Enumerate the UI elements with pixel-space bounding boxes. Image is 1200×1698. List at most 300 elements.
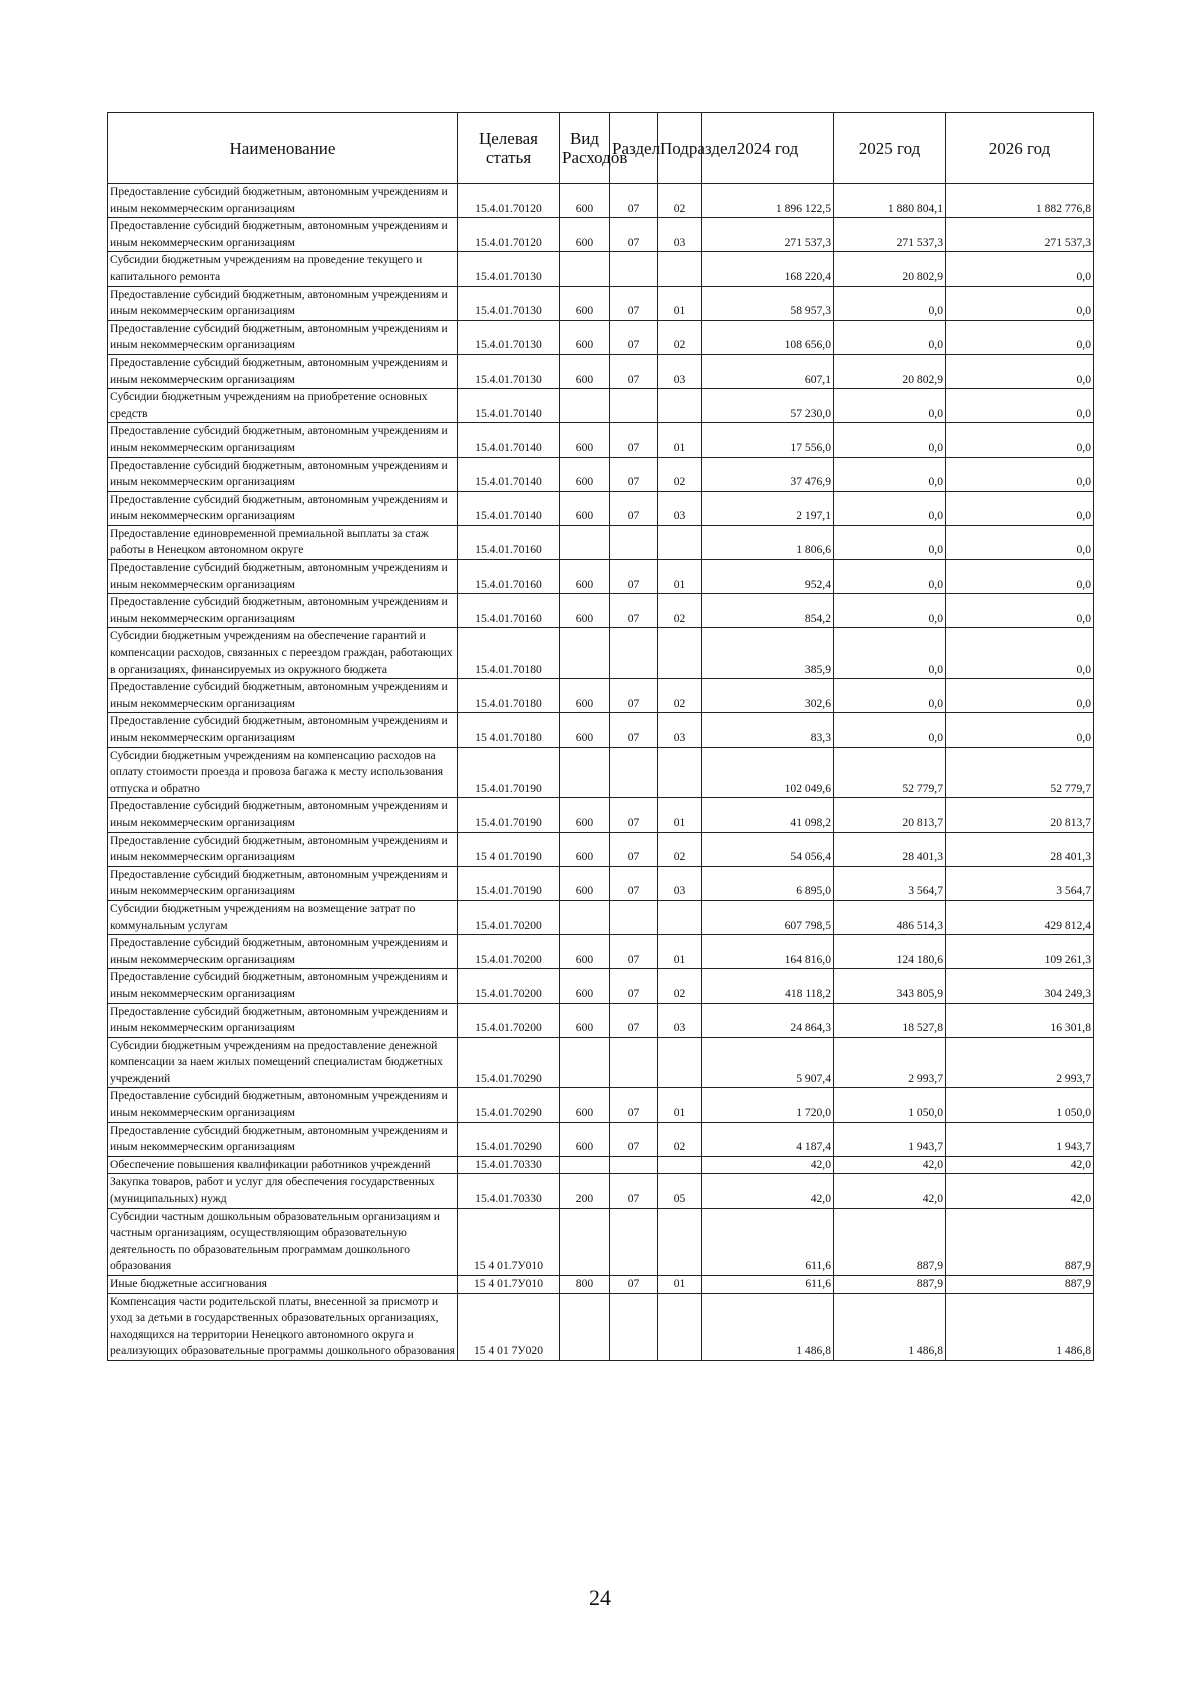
expense-type <box>560 1293 610 1360</box>
value-2025: 0,0 <box>834 423 946 457</box>
table-row <box>108 1003 1094 1037</box>
expense-type <box>560 628 610 679</box>
subsection: 03 <box>658 491 702 525</box>
subsection: 03 <box>658 866 702 900</box>
row-name: Компенсация части родительской платы, внесенной за присмотр и уход за детьми в государственных образовательных организациях, находящихся на территории Ненецкого автономного округа и реализующих образовательные программы дошкольного образования <box>108 1293 458 1360</box>
header-row <box>108 113 1094 184</box>
section: 07 <box>610 354 658 388</box>
target-article: 15.4.01.70180 <box>458 628 560 679</box>
value-2026: 0,0 <box>946 320 1094 354</box>
table-row <box>108 969 1094 1003</box>
table-row <box>108 218 1094 252</box>
expense-type <box>560 252 610 286</box>
header-subsection: Подраздел <box>658 113 702 184</box>
budget-table <box>107 112 1094 1361</box>
value-2025: 343 805,9 <box>834 969 946 1003</box>
target-article: 15.4.01.70140 <box>458 457 560 491</box>
expense-type: 600 <box>560 457 610 491</box>
section: 07 <box>610 491 658 525</box>
target-article: 15 4 01.7У010 <box>458 1276 560 1294</box>
section <box>610 900 658 934</box>
value-2024: 4 187,4 <box>702 1122 834 1156</box>
value-2025: 271 537,3 <box>834 218 946 252</box>
table-row <box>108 628 1094 679</box>
section <box>610 1156 658 1174</box>
value-2026: 0,0 <box>946 389 1094 423</box>
table-row <box>108 1208 1094 1275</box>
value-2024: 83,3 <box>702 713 834 747</box>
row-name: Предоставление субсидий бюджетным, автономным учреждениям и иным некоммерческим организациям <box>108 866 458 900</box>
row-name: Предоставление субсидий бюджетным, автономным учреждениям и иным некоммерческим организациям <box>108 935 458 969</box>
expense-type: 600 <box>560 184 610 218</box>
value-2025: 0,0 <box>834 286 946 320</box>
value-2025: 124 180,6 <box>834 935 946 969</box>
value-2025: 20 802,9 <box>834 252 946 286</box>
expense-type: 600 <box>560 1003 610 1037</box>
subsection: 02 <box>658 594 702 628</box>
value-2026: 42,0 <box>946 1156 1094 1174</box>
section: 07 <box>610 560 658 594</box>
value-2025: 0,0 <box>834 525 946 559</box>
section: 07 <box>610 1003 658 1037</box>
header-2026: 2026 год <box>946 113 1094 184</box>
target-article: 15.4.01.70120 <box>458 218 560 252</box>
target-article: 15.4.01.70140 <box>458 389 560 423</box>
value-2024: 41 098,2 <box>702 798 834 832</box>
value-2025: 3 564,7 <box>834 866 946 900</box>
subsection: 01 <box>658 935 702 969</box>
subsection: 03 <box>658 354 702 388</box>
table-row <box>108 1037 1094 1088</box>
row-name: Предоставление единовременной премиальной выплаты за стаж работы в Ненецком автономном округе <box>108 525 458 559</box>
value-2024: 168 220,4 <box>702 252 834 286</box>
value-2024: 5 907,4 <box>702 1037 834 1088</box>
expense-type: 600 <box>560 713 610 747</box>
expense-type: 600 <box>560 594 610 628</box>
header-2025: 2025 год <box>834 113 946 184</box>
table-row <box>108 560 1094 594</box>
header-target-article: Целевая статья <box>458 113 560 184</box>
target-article: 15 4 01.7У010 <box>458 1208 560 1275</box>
table-row <box>108 184 1094 218</box>
subsection: 02 <box>658 969 702 1003</box>
expense-type: 600 <box>560 832 610 866</box>
section: 07 <box>610 1276 658 1294</box>
value-2026: 0,0 <box>946 525 1094 559</box>
value-2024: 1 806,6 <box>702 525 834 559</box>
row-name: Предоставление субсидий бюджетным, автономным учреждениям и иным некоммерческим организациям <box>108 354 458 388</box>
subsection <box>658 628 702 679</box>
subsection: 02 <box>658 832 702 866</box>
section: 07 <box>610 866 658 900</box>
target-article: 15.4.01.70130 <box>458 252 560 286</box>
table-row <box>108 935 1094 969</box>
row-name: Субсидии бюджетным учреждениям на возмещение затрат по коммунальным услугам <box>108 900 458 934</box>
value-2025: 0,0 <box>834 389 946 423</box>
target-article: 15.4.01.70140 <box>458 491 560 525</box>
expense-type: 600 <box>560 320 610 354</box>
value-2025: 0,0 <box>834 320 946 354</box>
value-2024: 102 049,6 <box>702 747 834 798</box>
value-2024: 854,2 <box>702 594 834 628</box>
value-2026: 3 564,7 <box>946 866 1094 900</box>
value-2025: 20 802,9 <box>834 354 946 388</box>
target-article: 15.4.01.70200 <box>458 900 560 934</box>
target-article: 15.4.01.70130 <box>458 286 560 320</box>
target-article: 15.4.01.70330 <box>458 1156 560 1174</box>
value-2026: 1 050,0 <box>946 1088 1094 1122</box>
target-article: 15.4.01.70190 <box>458 866 560 900</box>
subsection: 02 <box>658 1122 702 1156</box>
table-row <box>108 320 1094 354</box>
value-2025: 2 993,7 <box>834 1037 946 1088</box>
value-2024: 385,9 <box>702 628 834 679</box>
section <box>610 1293 658 1360</box>
section <box>610 252 658 286</box>
row-name: Предоставление субсидий бюджетным, автономным учреждениям и иным некоммерческим организациям <box>108 457 458 491</box>
value-2026: 16 301,8 <box>946 1003 1094 1037</box>
value-2025: 1 943,7 <box>834 1122 946 1156</box>
value-2026: 20 813,7 <box>946 798 1094 832</box>
value-2025: 1 486,8 <box>834 1293 946 1360</box>
value-2026: 0,0 <box>946 713 1094 747</box>
section <box>610 747 658 798</box>
subsection <box>658 1208 702 1275</box>
value-2026: 0,0 <box>946 679 1094 713</box>
value-2026: 271 537,3 <box>946 218 1094 252</box>
header-expense-type: Вид Расходов <box>560 113 610 184</box>
value-2026: 2 993,7 <box>946 1037 1094 1088</box>
value-2025: 28 401,3 <box>834 832 946 866</box>
value-2024: 607 798,5 <box>702 900 834 934</box>
subsection <box>658 525 702 559</box>
value-2024: 42,0 <box>702 1174 834 1208</box>
expense-type: 600 <box>560 935 610 969</box>
expense-type <box>560 525 610 559</box>
target-article: 15 4 01.70190 <box>458 832 560 866</box>
section: 07 <box>610 184 658 218</box>
row-name: Субсидии бюджетным учреждениям на приобретение основных средств <box>108 389 458 423</box>
table-row <box>108 900 1094 934</box>
row-name: Обеспечение повышения квалификации работников учреждений <box>108 1156 458 1174</box>
target-article: 15 4 01 7У020 <box>458 1293 560 1360</box>
value-2024: 1 720,0 <box>702 1088 834 1122</box>
table-row <box>108 594 1094 628</box>
expense-type <box>560 389 610 423</box>
expense-type <box>560 1037 610 1088</box>
row-name: Предоставление субсидий бюджетным, автономным учреждениям и иным некоммерческим организациям <box>108 423 458 457</box>
table-row <box>108 832 1094 866</box>
table-row <box>108 1122 1094 1156</box>
table-body <box>108 184 1094 1361</box>
table-row <box>108 252 1094 286</box>
subsection <box>658 1293 702 1360</box>
section: 07 <box>610 457 658 491</box>
value-2024: 54 056,4 <box>702 832 834 866</box>
expense-type: 600 <box>560 491 610 525</box>
table-row <box>108 747 1094 798</box>
row-name: Предоставление субсидий бюджетным, автономным учреждениям и иным некоммерческим организациям <box>108 969 458 1003</box>
subsection: 01 <box>658 1276 702 1294</box>
expense-type: 600 <box>560 560 610 594</box>
value-2026: 0,0 <box>946 354 1094 388</box>
expense-type: 600 <box>560 354 610 388</box>
value-2024: 952,4 <box>702 560 834 594</box>
value-2024: 611,6 <box>702 1208 834 1275</box>
target-article: 15.4.01.70200 <box>458 1003 560 1037</box>
value-2024: 607,1 <box>702 354 834 388</box>
target-article: 15.4.01.70200 <box>458 935 560 969</box>
value-2025: 20 813,7 <box>834 798 946 832</box>
row-name: Предоставление субсидий бюджетным, автономным учреждениям и иным некоммерческим организациям <box>108 218 458 252</box>
row-name: Предоставление субсидий бюджетным, автономным учреждениям и иным некоммерческим организациям <box>108 798 458 832</box>
expense-type: 800 <box>560 1276 610 1294</box>
subsection <box>658 1037 702 1088</box>
section <box>610 1037 658 1088</box>
expense-type <box>560 1208 610 1275</box>
header-name: Наименование <box>108 113 458 184</box>
target-article: 15.4.01.70180 <box>458 679 560 713</box>
expense-type: 600 <box>560 679 610 713</box>
value-2025: 0,0 <box>834 679 946 713</box>
subsection: 02 <box>658 679 702 713</box>
target-article: 15.4.01.70200 <box>458 969 560 1003</box>
table-row <box>108 1276 1094 1294</box>
section: 07 <box>610 320 658 354</box>
value-2026: 28 401,3 <box>946 832 1094 866</box>
subsection <box>658 1156 702 1174</box>
row-name: Предоставление субсидий бюджетным, автономным учреждениям и иным некоммерческим организациям <box>108 1003 458 1037</box>
section: 07 <box>610 969 658 1003</box>
row-name: Иные бюджетные ассигнования <box>108 1276 458 1294</box>
row-name: Предоставление субсидий бюджетным, автономным учреждениям и иным некоммерческим организациям <box>108 560 458 594</box>
subsection: 01 <box>658 286 702 320</box>
section: 07 <box>610 594 658 628</box>
value-2026: 0,0 <box>946 457 1094 491</box>
value-2024: 37 476,9 <box>702 457 834 491</box>
value-2024: 42,0 <box>702 1156 834 1174</box>
subsection: 01 <box>658 1088 702 1122</box>
section: 07 <box>610 713 658 747</box>
expense-type <box>560 900 610 934</box>
target-article: 15.4.01.70290 <box>458 1122 560 1156</box>
table-row <box>108 457 1094 491</box>
target-article: 15.4.01.70160 <box>458 525 560 559</box>
row-name: Закупка товаров, работ и услуг для обеспечения государственных (муниципальных) нужд <box>108 1174 458 1208</box>
value-2025: 0,0 <box>834 560 946 594</box>
value-2026: 52 779,7 <box>946 747 1094 798</box>
target-article: 15.4.01.70130 <box>458 354 560 388</box>
section: 07 <box>610 832 658 866</box>
section <box>610 525 658 559</box>
value-2025: 0,0 <box>834 457 946 491</box>
row-name: Субсидии бюджетным учреждениям на проведение текущего и капитального ремонта <box>108 252 458 286</box>
value-2024: 57 230,0 <box>702 389 834 423</box>
section: 07 <box>610 218 658 252</box>
value-2024: 302,6 <box>702 679 834 713</box>
table-row <box>108 286 1094 320</box>
expense-type: 600 <box>560 286 610 320</box>
expense-type: 600 <box>560 866 610 900</box>
subsection: 03 <box>658 1003 702 1037</box>
expense-type: 600 <box>560 1088 610 1122</box>
section: 07 <box>610 1122 658 1156</box>
value-2026: 304 249,3 <box>946 969 1094 1003</box>
table-row <box>108 866 1094 900</box>
value-2024: 1 486,8 <box>702 1293 834 1360</box>
target-article: 15.4.01.70160 <box>458 560 560 594</box>
expense-type <box>560 747 610 798</box>
target-article: 15.4.01.70290 <box>458 1037 560 1088</box>
value-2026: 0,0 <box>946 252 1094 286</box>
value-2025: 0,0 <box>834 713 946 747</box>
subsection: 02 <box>658 184 702 218</box>
subsection: 01 <box>658 798 702 832</box>
section: 07 <box>610 935 658 969</box>
table-row <box>108 525 1094 559</box>
row-name: Предоставление субсидий бюджетным, автономным учреждениям и иным некоммерческим организациям <box>108 832 458 866</box>
value-2025: 887,9 <box>834 1208 946 1275</box>
value-2025: 18 527,8 <box>834 1003 946 1037</box>
expense-type: 600 <box>560 969 610 1003</box>
row-name: Предоставление субсидий бюджетным, автономным учреждениям и иным некоммерческим организациям <box>108 1122 458 1156</box>
value-2026: 1 486,8 <box>946 1293 1094 1360</box>
subsection: 03 <box>658 713 702 747</box>
expense-type <box>560 1156 610 1174</box>
target-article: 15 4.01.70180 <box>458 713 560 747</box>
target-article: 15.4.01.70330 <box>458 1174 560 1208</box>
value-2025: 42,0 <box>834 1174 946 1208</box>
value-2025: 0,0 <box>834 594 946 628</box>
value-2026: 1 943,7 <box>946 1122 1094 1156</box>
row-name: Предоставление субсидий бюджетным, автономным учреждениям и иным некоммерческим организациям <box>108 1088 458 1122</box>
value-2026: 887,9 <box>946 1276 1094 1294</box>
subsection <box>658 747 702 798</box>
header-2024: 2024 год <box>702 113 834 184</box>
row-name: Предоставление субсидий бюджетным, автономным учреждениям и иным некоммерческим организациям <box>108 491 458 525</box>
value-2026: 0,0 <box>946 560 1094 594</box>
expense-type: 600 <box>560 218 610 252</box>
row-name: Субсидии бюджетным учреждениям на предоставление денежной компенсации за наем жилых помещений специалистам бюджетных учреждений <box>108 1037 458 1088</box>
value-2024: 164 816,0 <box>702 935 834 969</box>
row-name: Предоставление субсидий бюджетным, автономным учреждениям и иным некоммерческим организациям <box>108 320 458 354</box>
value-2026: 0,0 <box>946 594 1094 628</box>
section: 07 <box>610 1088 658 1122</box>
value-2024: 24 864,3 <box>702 1003 834 1037</box>
subsection <box>658 252 702 286</box>
value-2025: 52 779,7 <box>834 747 946 798</box>
subsection: 03 <box>658 218 702 252</box>
row-name: Субсидии бюджетным учреждениям на компенсацию расходов на оплату стоимости проезда и провоза багажа к месту использования отпуска и обратно <box>108 747 458 798</box>
target-article: 15.4.01.70190 <box>458 747 560 798</box>
table-row <box>108 1293 1094 1360</box>
section: 07 <box>610 423 658 457</box>
value-2026: 109 261,3 <box>946 935 1094 969</box>
subsection: 02 <box>658 457 702 491</box>
subsection <box>658 389 702 423</box>
row-name: Предоставление субсидий бюджетным, автономным учреждениям и иным некоммерческим организациям <box>108 679 458 713</box>
expense-type: 600 <box>560 798 610 832</box>
value-2025: 486 514,3 <box>834 900 946 934</box>
section: 07 <box>610 286 658 320</box>
value-2025: 42,0 <box>834 1156 946 1174</box>
row-name: Предоставление субсидий бюджетным, автономным учреждениям и иным некоммерческим организациям <box>108 184 458 218</box>
value-2024: 1 896 122,5 <box>702 184 834 218</box>
row-name: Субсидии бюджетным учреждениям на обеспечение гарантий и компенсации расходов, связанных с переездом граждан, работающих в организациях, финансируемых из окружного бюджета <box>108 628 458 679</box>
expense-type: 200 <box>560 1174 610 1208</box>
target-article: 15.4.01.70140 <box>458 423 560 457</box>
value-2026: 887,9 <box>946 1208 1094 1275</box>
subsection: 01 <box>658 560 702 594</box>
section <box>610 389 658 423</box>
table-row <box>108 1174 1094 1208</box>
value-2026: 42,0 <box>946 1174 1094 1208</box>
subsection <box>658 900 702 934</box>
subsection: 02 <box>658 320 702 354</box>
section <box>610 628 658 679</box>
row-name: Субсидии частным дошкольным образовательным организациям и частным организациям, осуществляющим образовательную деятельность по образовательным программам дошкольного образования <box>108 1208 458 1275</box>
section <box>610 1208 658 1275</box>
value-2024: 2 197,1 <box>702 491 834 525</box>
table-row <box>108 679 1094 713</box>
row-name: Предоставление субсидий бюджетным, автономным учреждениям и иным некоммерческим организациям <box>108 286 458 320</box>
row-name: Предоставление субсидий бюджетным, автономным учреждениям и иным некоммерческим организациям <box>108 594 458 628</box>
table-row <box>108 491 1094 525</box>
value-2024: 271 537,3 <box>702 218 834 252</box>
value-2026: 0,0 <box>946 491 1094 525</box>
value-2025: 1 050,0 <box>834 1088 946 1122</box>
value-2024: 6 895,0 <box>702 866 834 900</box>
page-number: 24 <box>589 1585 611 1610</box>
target-article: 15.4.01.70290 <box>458 1088 560 1122</box>
expense-type: 600 <box>560 1122 610 1156</box>
section: 07 <box>610 1174 658 1208</box>
value-2026: 429 812,4 <box>946 900 1094 934</box>
target-article: 15.4.01.70190 <box>458 798 560 832</box>
subsection: 05 <box>658 1174 702 1208</box>
target-article: 15.4.01.70130 <box>458 320 560 354</box>
value-2024: 611,6 <box>702 1276 834 1294</box>
table-row <box>108 1156 1094 1174</box>
table-row <box>108 354 1094 388</box>
value-2025: 887,9 <box>834 1276 946 1294</box>
row-name: Предоставление субсидий бюджетным, автономным учреждениям и иным некоммерческим организациям <box>108 713 458 747</box>
target-article: 15.4.01.70160 <box>458 594 560 628</box>
value-2026: 0,0 <box>946 286 1094 320</box>
target-article: 15.4.01.70120 <box>458 184 560 218</box>
value-2025: 1 880 804,1 <box>834 184 946 218</box>
value-2024: 58 957,3 <box>702 286 834 320</box>
subsection: 01 <box>658 423 702 457</box>
section: 07 <box>610 798 658 832</box>
header-section: Раздел <box>610 113 658 184</box>
table-row <box>108 713 1094 747</box>
value-2024: 17 556,0 <box>702 423 834 457</box>
value-2026: 1 882 776,8 <box>946 184 1094 218</box>
table-row <box>108 423 1094 457</box>
table-row <box>108 389 1094 423</box>
expense-type: 600 <box>560 423 610 457</box>
table-row <box>108 1088 1094 1122</box>
section: 07 <box>610 679 658 713</box>
value-2024: 108 656,0 <box>702 320 834 354</box>
table-row <box>108 798 1094 832</box>
value-2025: 0,0 <box>834 491 946 525</box>
value-2026: 0,0 <box>946 628 1094 679</box>
value-2024: 418 118,2 <box>702 969 834 1003</box>
value-2026: 0,0 <box>946 423 1094 457</box>
value-2025: 0,0 <box>834 628 946 679</box>
